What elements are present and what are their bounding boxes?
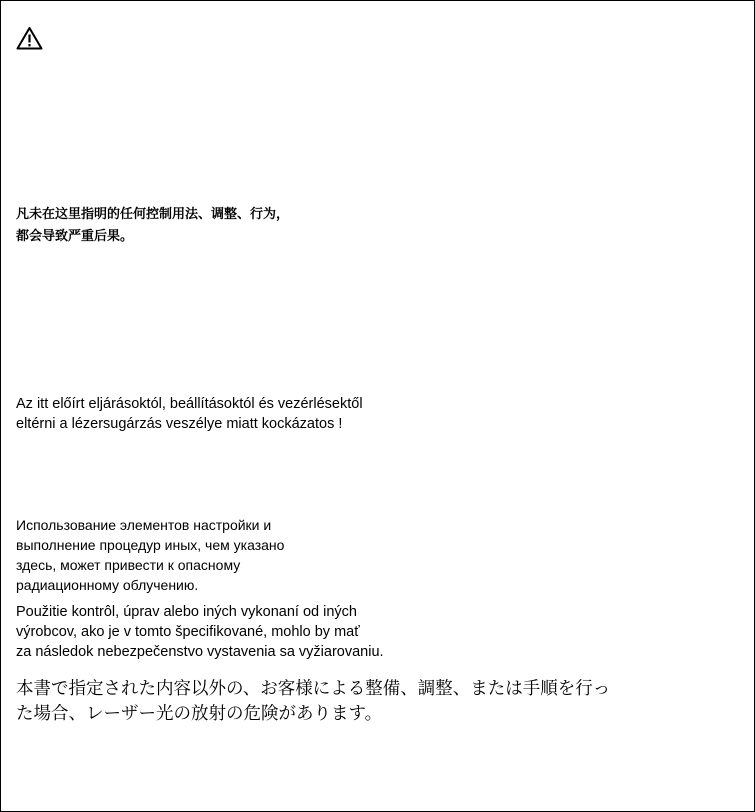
warning-text-slovak xyxy=(16,602,384,662)
warning-line: радиационному облучению. xyxy=(16,577,199,593)
warning-line: za následok nebezpečenstvo vystavenia sa vyžiarovaniu. xyxy=(16,644,384,660)
warning-line: eltérni a lézersugárzás veszélye miatt kockázatos ! xyxy=(16,416,343,432)
warning-text-chinese xyxy=(16,204,289,248)
warning-line: た場合、レーザー光の放射の危険があります。 xyxy=(16,704,383,724)
warning-line: 凡未在这里指明的任何控制用法、调整、行为， xyxy=(16,207,290,222)
warning-text-hungarian xyxy=(16,394,363,434)
warning-text-japanese xyxy=(16,677,610,727)
warning-line: 本書で指定された内容以外の、お客様による整備、調整、または手順を行っ xyxy=(16,679,611,699)
warning-line: Použitie kontrôl, úprav alebo iných vykonaní od iných xyxy=(16,604,357,620)
warning-line: выполнение процедур иных, чем указано xyxy=(16,537,285,553)
warning-line: Az itt előírt eljárásoktól, beállításoktól és vezérlésektől xyxy=(16,396,363,412)
warning-line: 都会导致严重后果。 xyxy=(16,229,134,244)
warning-line: здесь, может привести к опасному xyxy=(16,557,241,573)
warning-triangle-icon xyxy=(16,26,43,50)
warning-line: výrobcov, ako je v tomto špecifikované, mohlo by mať xyxy=(16,624,360,640)
warning-line: Использование элементов настройки и xyxy=(16,517,272,533)
warning-text-russian xyxy=(16,515,284,595)
